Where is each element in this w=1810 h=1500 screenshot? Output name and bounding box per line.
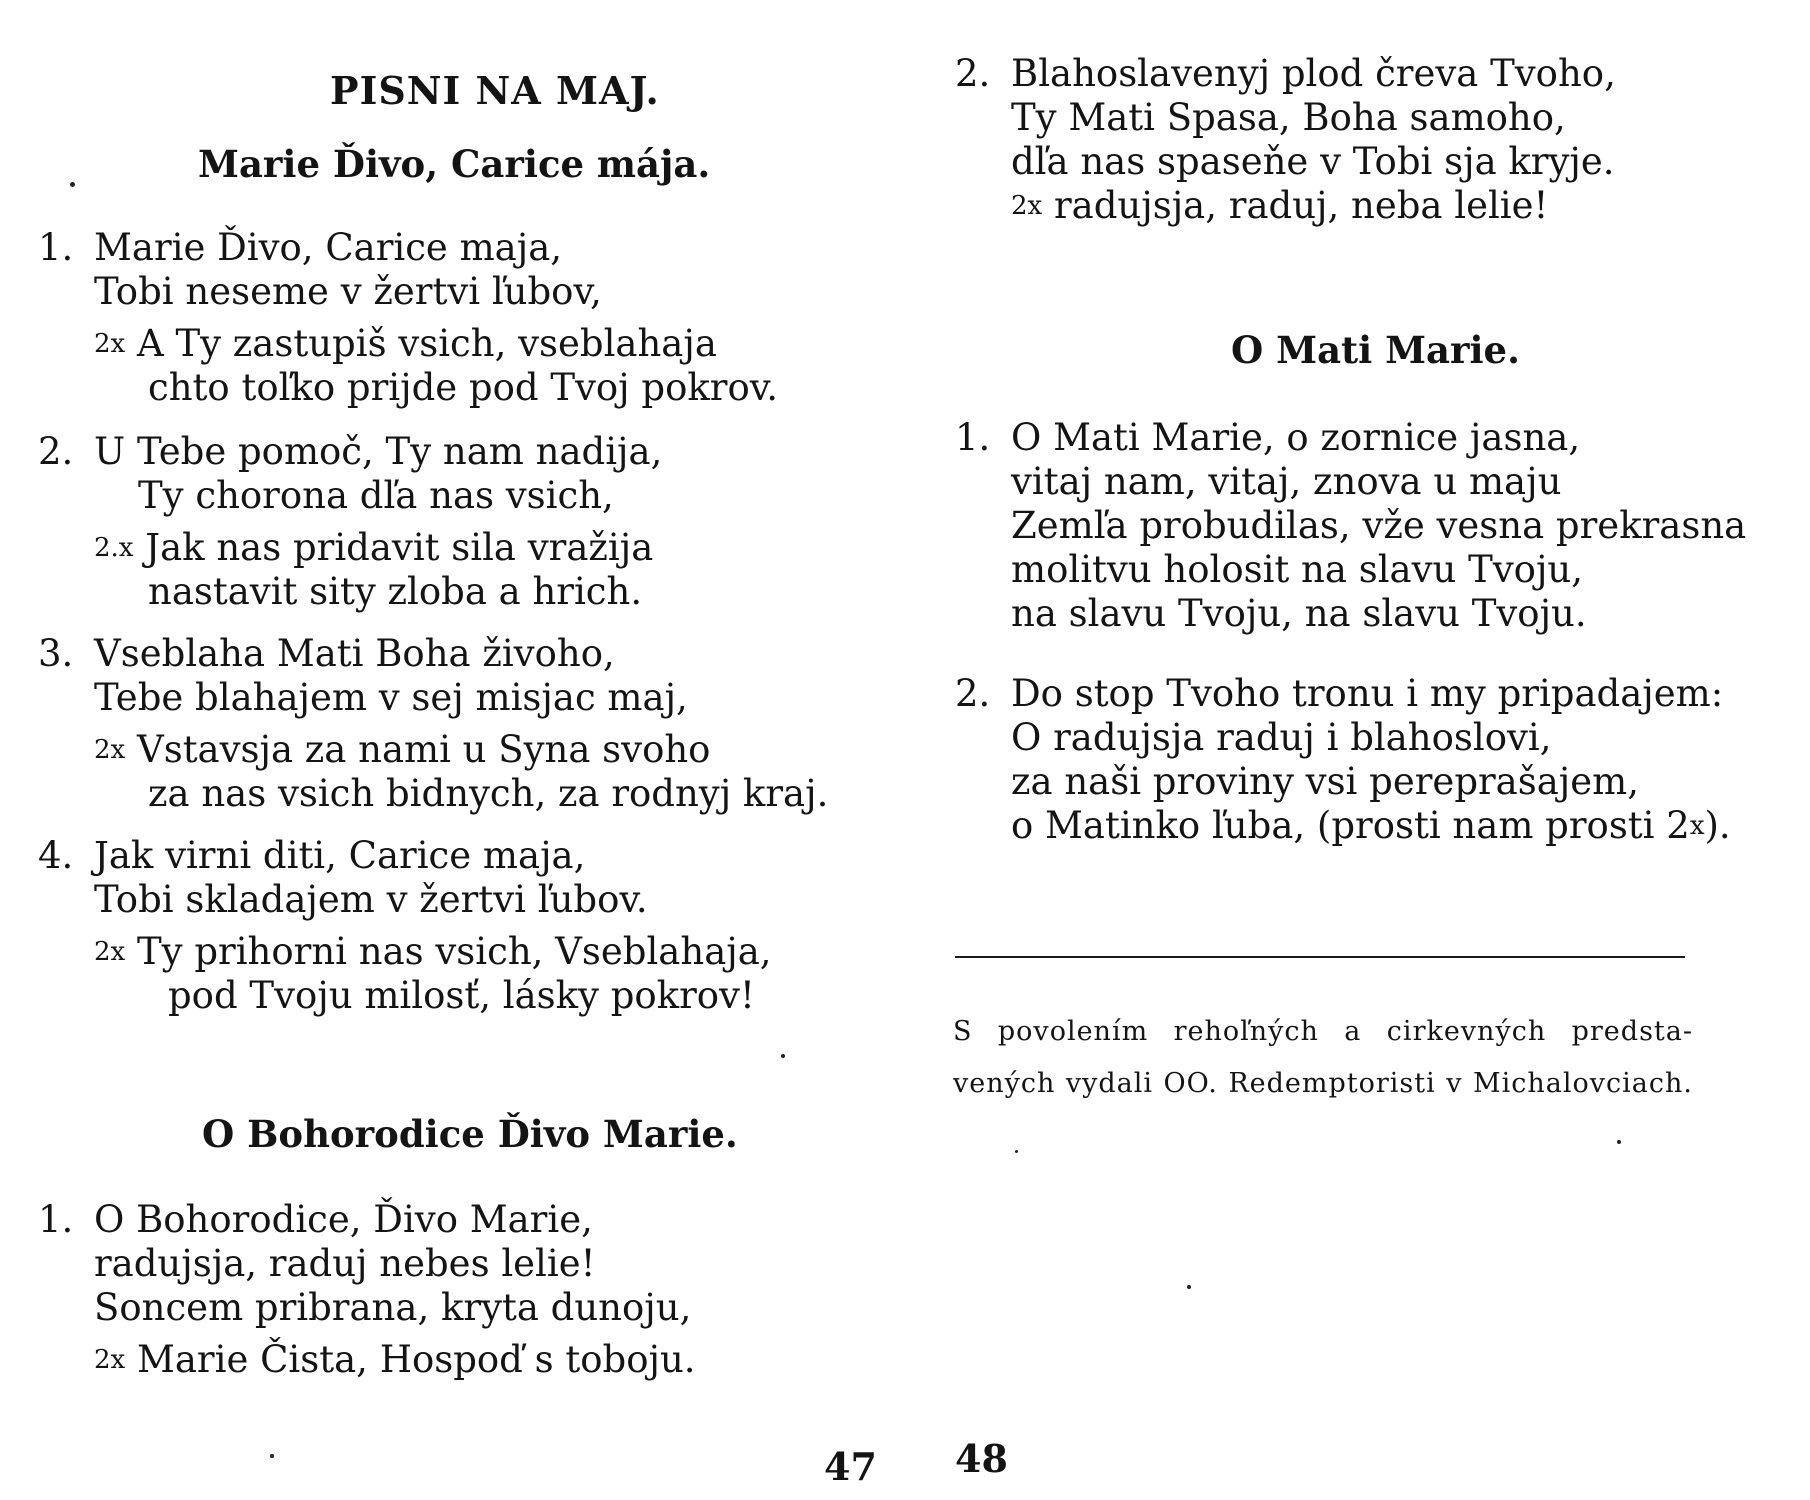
verse-number: 3. <box>38 632 74 675</box>
page-number: 48 <box>955 1436 1008 1481</box>
verse-line: Ty chorona dľa nas vsich, <box>138 474 614 517</box>
repeat-mark: 2x <box>94 1345 126 1375</box>
verse-line: molitvu holosit na slavu Tvoju, <box>1011 548 1584 591</box>
refrain-line: 2x Vstavsja za nami u Syna svoho <box>94 728 711 771</box>
repeat-mark: x <box>1689 811 1705 841</box>
verse-number: 2. <box>38 430 74 473</box>
verse-line: Marie Ďivo, Carice maja, <box>94 226 563 269</box>
print-speck <box>1015 1150 1018 1153</box>
verse-line: za naši proviny vsi pereprašajem, <box>1011 760 1640 803</box>
verse-line: dľa nas spaseňe v Tobi sja kryje. <box>1011 140 1615 183</box>
verse-line: vitaj nam, vitaj, znova u maju <box>1011 460 1562 503</box>
verse-1 <box>38 226 778 410</box>
refrain-line: 2x Ty prihorni nas vsich, Vseblahaja, <box>94 930 772 973</box>
refrain-line: 2x A Ty zastupiš vsich, vseblahaja <box>94 322 717 365</box>
verse-line: Soncem pribrana, kryta dunoju, <box>94 1286 692 1329</box>
page-number: 47 <box>824 1444 877 1489</box>
verse-line: O Bohorodice, Ďivo Marie, <box>94 1198 593 1241</box>
repeat-mark: 2x <box>94 735 126 765</box>
verse-line: na slavu Tvoju, na slavu Tvoju. <box>1011 592 1587 635</box>
refrain-line: pod Tvoju milosť, lásky pokrov! <box>168 974 755 1017</box>
verse-line: o Matinko ľuba, (prosti nam prosti 2x). <box>1011 804 1731 847</box>
print-speck <box>781 1054 785 1058</box>
verse-number: 2. <box>955 52 991 95</box>
print-speck <box>1617 1140 1621 1144</box>
verse-line: Vseblaha Mati Boha živoho, <box>94 632 615 675</box>
verse-number: 2. <box>955 672 991 715</box>
song-title-bohorodice: O Bohorodice Ďivo Marie. <box>202 1112 738 1156</box>
verse-line: Ty Mati Spasa, Boha samoho, <box>1011 96 1566 139</box>
verse-number: 1. <box>38 1198 74 1241</box>
verse-2 <box>955 672 1731 848</box>
verse-line: Do stop Tvoho tronu i my pripadajem: <box>1011 672 1724 715</box>
verse-line: Tobi skladajem v žertvi ľubov. <box>94 878 648 921</box>
verse-1 <box>955 416 1746 636</box>
repeat-mark: 2x <box>94 937 126 967</box>
refrain-line: nastavit sity zloba a hrich. <box>148 570 643 613</box>
repeat-mark: 2x <box>1011 191 1043 221</box>
verse-2 <box>38 430 662 614</box>
divider-rule <box>955 956 1685 958</box>
verse-2-continued <box>955 52 1616 228</box>
imprint-line: vených vydali OO. Redemptoristi v Michalovciach. <box>953 1068 1693 1099</box>
page-title: PISNI NA MAJ. <box>330 68 660 113</box>
right-page <box>905 0 1810 1500</box>
verse-line: Tobi neseme v žertvi ľubov, <box>94 270 602 313</box>
refrain-line: za nas vsich bidnych, za rodnyj kraj. <box>148 772 829 815</box>
repeat-mark: 2x <box>94 329 126 359</box>
print-speck <box>70 182 75 187</box>
verse-1 <box>38 1198 696 1382</box>
refrain-line: chto toľko prijde pod Tvoj pokrov. <box>148 366 779 409</box>
verse-line: Jak virni diti, Carice maja, <box>94 834 586 877</box>
refrain-line: 2.x Jak nas pridavit sila vražija <box>94 526 654 569</box>
verse-number: 4. <box>38 834 74 877</box>
refrain-line: 2x Marie Čista, Hospoď s toboju. <box>94 1338 696 1381</box>
song-title-o-mati-marie: O Mati Marie. <box>1231 328 1520 372</box>
verse-line: O Mati Marie, o zornice jasna, <box>1011 416 1581 459</box>
imprint-line: S povolením rehoľných a cirkevných predsta- <box>953 1016 1693 1047</box>
verse-line: radujsja, raduj nebes lelie! <box>94 1242 596 1285</box>
verse-line: U Tebe pomoč, Ty nam nadija, <box>94 430 663 473</box>
verse-4 <box>38 834 772 1018</box>
verse-number: 1. <box>955 416 991 459</box>
print-speck <box>1187 1285 1191 1289</box>
verse-line: Blahoslavenyj plod čreva Tvoho, <box>1011 52 1616 95</box>
verse-3 <box>38 632 828 816</box>
print-speck <box>270 1454 274 1458</box>
verse-line: O radujsja raduj i blahoslovi, <box>1011 716 1552 759</box>
refrain-line: 2x radujsja, raduj, neba lelie! <box>1011 184 1549 227</box>
song-title-marie-divo: Marie Ďivo, Carice mája. <box>198 142 711 186</box>
verse-number: 1. <box>38 226 74 269</box>
verse-line: Zemľa probudilas, vže vesna prekrasna <box>1011 504 1747 547</box>
repeat-mark: 2.x <box>94 533 134 563</box>
verse-line: Tebe blahajem v sej misjac maj, <box>94 676 688 719</box>
